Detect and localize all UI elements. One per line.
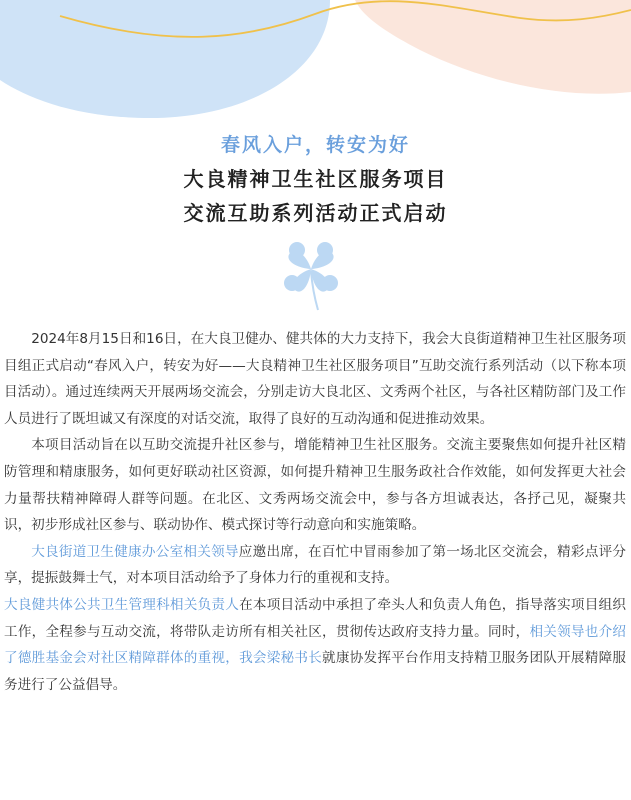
paragraph-3-text-1: 应邀出席，在百忙中冒雨参加了第一场北区交流会，精彩点评分享，提振鼓舞士气，对本项目活动给予了身体力行的重视和支持。 bbox=[4, 543, 626, 587]
highlight-leader: 大良街道卫生健康办公室相关领导 bbox=[31, 543, 239, 560]
paragraph-4 bbox=[4, 592, 626, 698]
blue-blob bbox=[0, 0, 330, 118]
highlight-foundation: 相关领导也介绍了德胜基金会对社区精障群体的重视，我会梁秘书长 bbox=[4, 623, 627, 667]
paragraph-3 bbox=[4, 539, 626, 592]
subtitle: 春风入户，转安为好 bbox=[220, 134, 410, 156]
article-body bbox=[4, 326, 626, 698]
decorative-blobs bbox=[0, 0, 631, 120]
title-line-2: 交流互助系列活动正式启动 bbox=[183, 201, 448, 225]
title-block bbox=[0, 128, 631, 230]
paragraph-2: 本项目活动旨在以互助交流提升社区参与，增能精神卫生社区服务。交流主要聚焦如何提升社区精防管理和精康服务，如何更好联动社区资源，如何提升精神卫生服务政社合作效能，如何发挥更大社会力量帮扶精神障碍人群等问题。在北区、文秀两场交流会中，参与各方坦诚表达，各抒己见，凝聚共识，初步形成社区参与、联动协作、模式探讨等行动意向和实施策略。 bbox=[4, 437, 626, 534]
paragraph-4-text-1: 在本项目活动中承担了牵头人和负责人角色，指导落实项目组织工作，全程参与互动交流，将带队走访所有相关社区，贯彻传达政府支持力量。同时， bbox=[4, 596, 627, 640]
paragraph-1: 2024年8月15日和16日，在大良卫健办、健共体的大力支持下，我会大良街道精神卫生社区服务项目组正式启动“春风入户，转安为好——大良精神卫生社区服务项目”互助交流行系列活动（以下称本项目活动）。通过连续两天开展两场交流会，分别走访大良北区、文秀两个社区，与各社区精防部门及工作人员进行了既坦诚又有深度的对话交流，取得了良好的互动沟通和促进推动效果。 bbox=[4, 331, 626, 427]
title-line-1: 大良精神卫生社区服务项目 bbox=[183, 167, 448, 191]
header-decoration bbox=[0, 0, 631, 120]
paragraph-4-text-2: 就康协发挥平台作用支持精卫服务团队开展精障服务进行了公益倡导。 bbox=[4, 650, 626, 693]
clover-icon bbox=[278, 236, 344, 312]
highlight-responsible: 大良健共体公共卫生管理科相关负责人 bbox=[4, 596, 240, 613]
